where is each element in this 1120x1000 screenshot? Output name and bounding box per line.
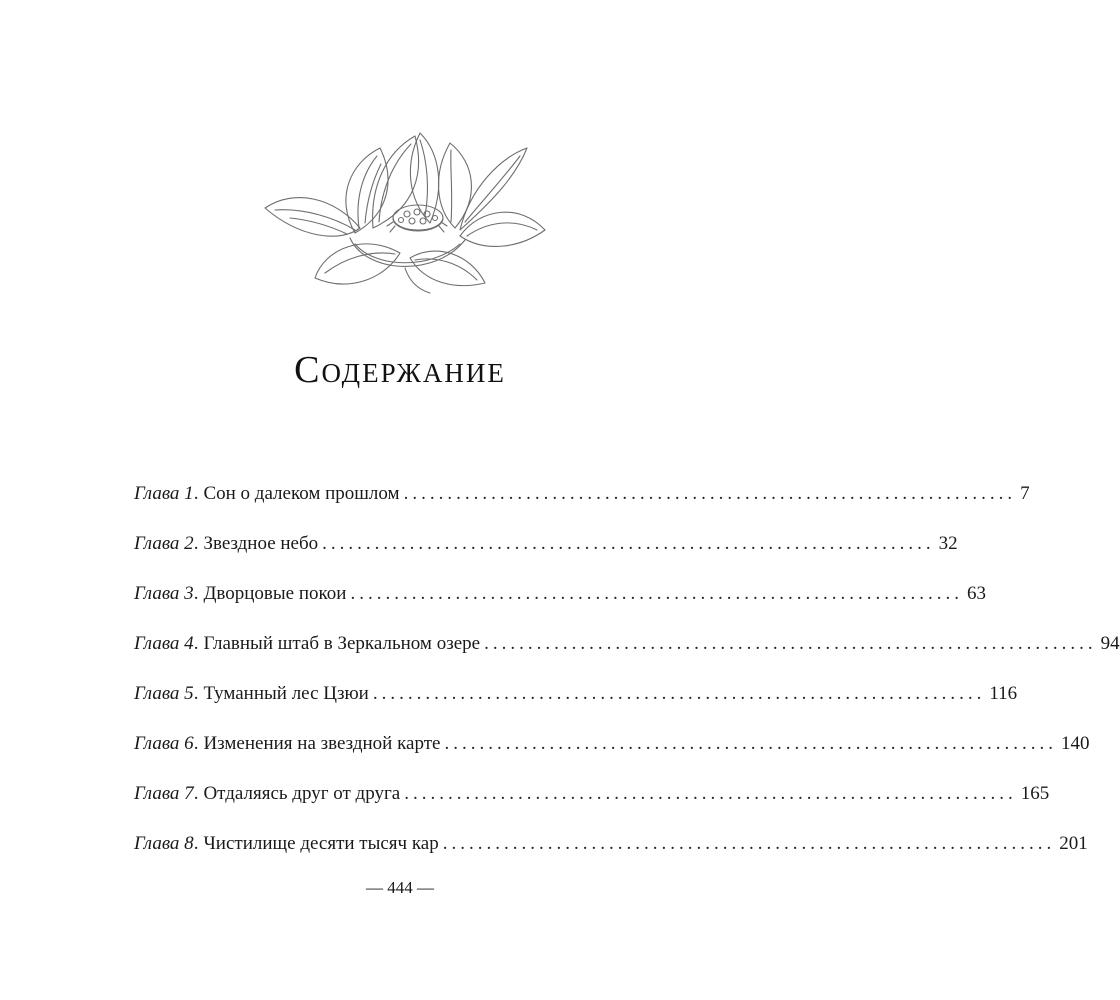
toc-entry: Глава 4 . Главный штаб в Зеркальном озере ...................................................................... 94 [134,633,1120,654]
chapter-label: Глава 2 [134,533,194,554]
toc-entry: Глава 1 . Сон о далеком прошлом ...................................................................... 7 [134,483,1030,504]
dot-leader: ...................................................................... [322,533,935,554]
page-number: 32 [938,533,958,554]
page-folio: — 444 — [366,878,434,897]
page-number: 201 [1059,833,1088,854]
dot-leader: ...................................................................... [484,633,1097,654]
page-number: 7 [1020,483,1030,504]
page-number: 165 [1020,783,1050,804]
page-number: 63 [966,583,986,604]
chapter-title: Изменения на звездной карте [203,733,441,754]
chapter-title: Чистилище десяти тысяч кар [203,833,439,854]
chapter-label: Глава 6 [134,733,194,754]
dot-leader: ...................................................................... [350,583,963,604]
chapter-title: Отдаляясь друг от друга [203,783,401,804]
chapter-title: Туманный лес Цзюи [203,683,369,704]
page-number: 140 [1060,733,1090,754]
chapter-label: Глава 1 [134,483,194,504]
chapter-title: Дворцовые покои [203,583,347,604]
chapter-title: Сон о далеком прошлом [203,483,400,504]
chapter-label: Глава 4 [134,633,194,654]
chapter-title: Главный штаб в Зеркальном озере [203,633,481,654]
chapter-label: Глава 5 [134,683,194,704]
chapter-label: Глава 3 [134,583,194,604]
dot-leader: ...................................................................... [403,483,1017,504]
toc-entry: Глава 8 . Чистилище десяти тысяч кар ...................................................................... 201 [134,833,1088,854]
page-number: 94 [1100,633,1120,654]
dot-leader: ...................................................................... [442,833,1056,854]
toc-entry: Глава 6 . Изменения на звездной карте ...................................................................... 140 [134,733,1090,754]
toc-entry: Глава 5 . Туманный лес Цзюи ...................................................................... 116 [134,683,1018,704]
lotus-flower-icon [255,118,555,298]
page-number: 116 [989,683,1018,704]
toc-entry: Глава 2 . Звездное небо ...................................................................... 32 [134,533,958,554]
dot-leader: ...................................................................... [404,783,1017,804]
dot-leader: ...................................................................... [444,733,1057,754]
chapter-label: Глава 8 [134,833,194,854]
toc-entry: Глава 7 . Отдаляясь друг от друга ...................................................................... 165 [134,783,1050,804]
chapter-label: Глава 7 [134,783,194,804]
page-title: Содержание [294,349,506,391]
dot-leader: ...................................................................... [372,683,986,704]
chapter-title: Звездное небо [203,533,319,554]
toc-entry: Глава 3 . Дворцовые покои ...................................................................... 63 [134,583,986,604]
table-of-contents [134,483,1120,883]
